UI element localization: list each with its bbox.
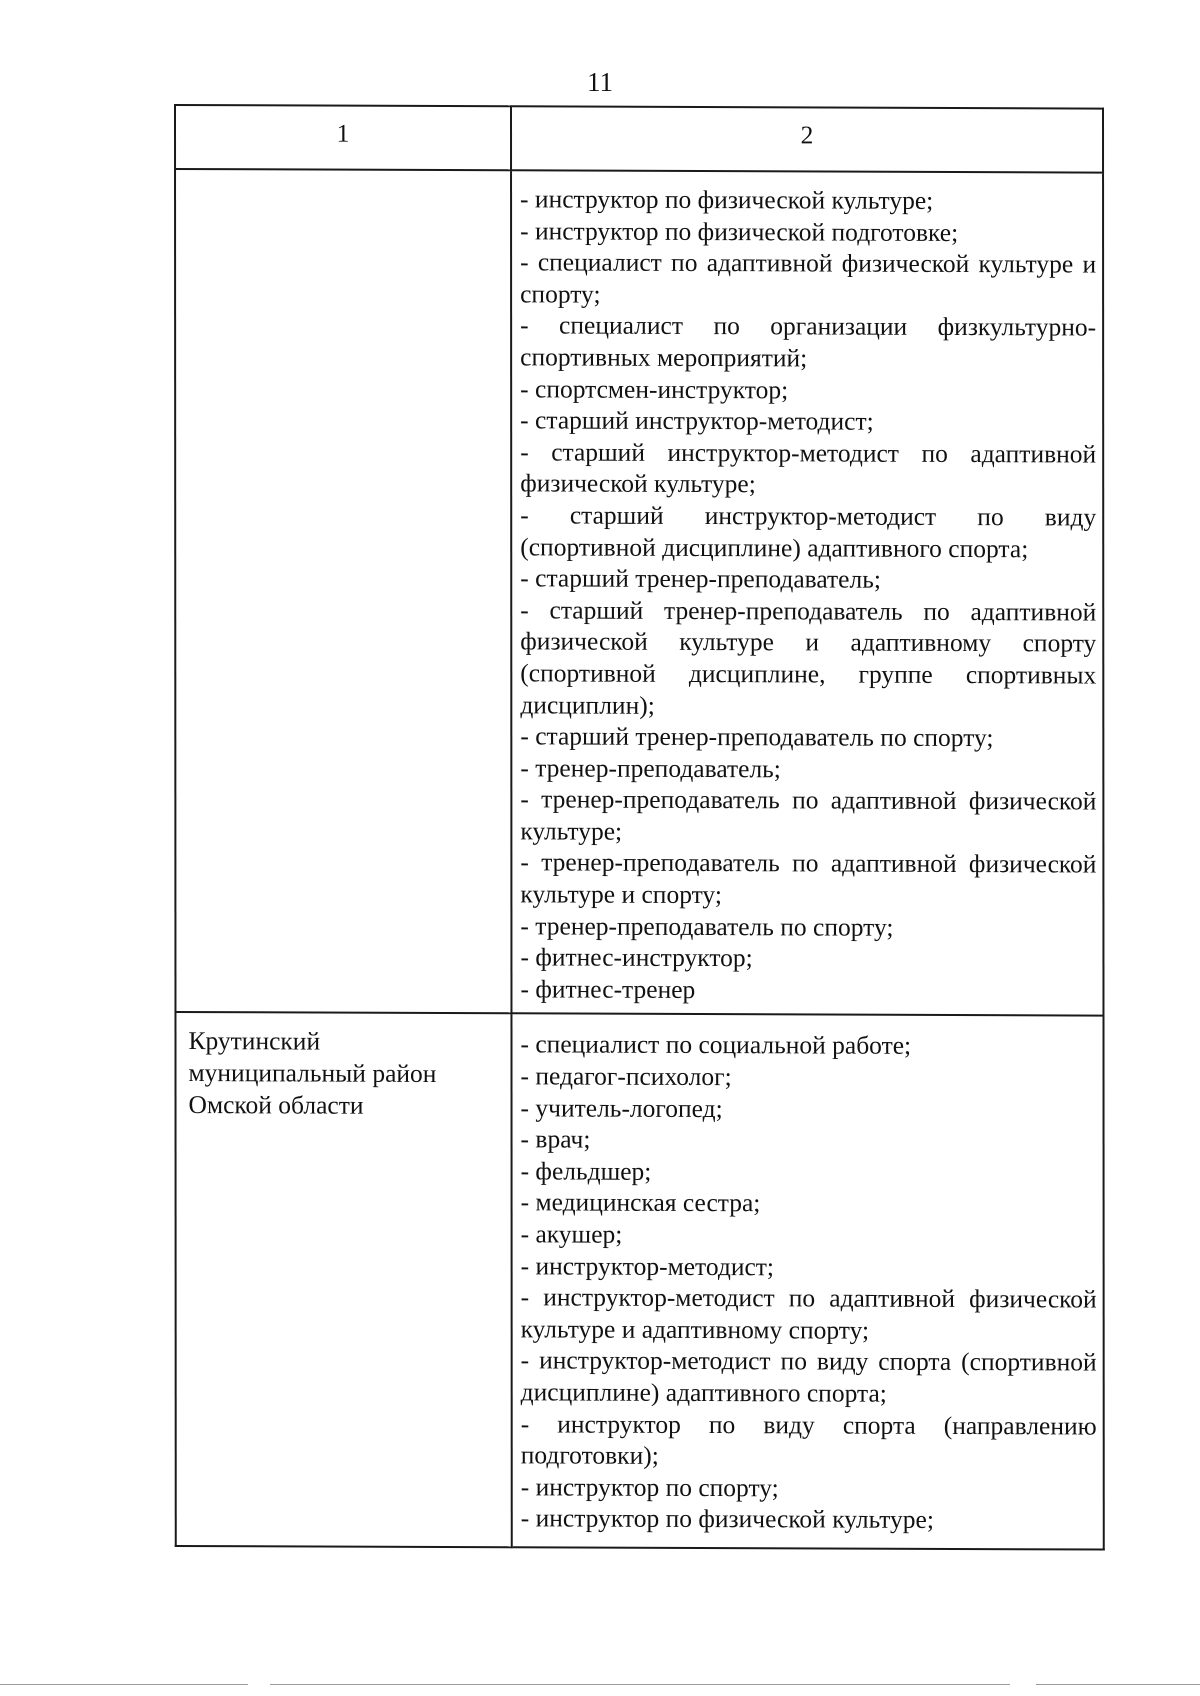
list-item: - инструктор по физической культуре; xyxy=(520,1503,934,1535)
list-item: - старший тренер-преподаватель; xyxy=(520,563,881,594)
positions-cell xyxy=(511,1014,1103,1550)
region-cell xyxy=(175,169,511,1014)
scan-edge-line xyxy=(1036,1684,1200,1685)
list-item: - фитнес-тренер xyxy=(520,974,696,1004)
positions-cell xyxy=(511,170,1103,1016)
list-item: - инструктор по спорту; xyxy=(520,1472,779,1503)
page-number: 11 xyxy=(587,67,613,97)
list-item: - инструктор-методист; xyxy=(520,1250,775,1281)
list-item: - спортсмен-инструктор; xyxy=(520,373,789,404)
scan-edge-line xyxy=(270,1684,1010,1685)
list-item: - инструктор-методист по виду спорта (спортивной дисциплине) адаптивного спорта; xyxy=(520,1345,1097,1408)
list-item: - тренер-преподаватель по адаптивной физической культуре и спорту; xyxy=(520,847,1097,910)
list-item: - старший инструктор-методист; xyxy=(520,405,874,436)
column-header-2-label: 2 xyxy=(800,120,814,150)
scan-edge-line xyxy=(0,1684,248,1685)
table-row xyxy=(175,169,1103,1016)
list-item: - старший тренер-преподаватель по спорту; xyxy=(520,721,994,753)
list-item: - тренер-преподаватель по адаптивной физической культуре; xyxy=(520,784,1097,846)
list-item: - инструктор-методист по адаптивной физической культуре и адаптивному спорту; xyxy=(520,1282,1097,1345)
list-item: - инструктор по виду спорта (направлению подготовки); xyxy=(520,1408,1097,1471)
column-header-1 xyxy=(175,105,511,170)
positions-table xyxy=(174,104,1105,1550)
list-item: - специалист по адаптивной физической культуре и спорту; xyxy=(520,247,1097,309)
list-item: - специалист по организации физкультурно-спортивных мероприятий; xyxy=(520,310,1097,373)
list-item: - акушер; xyxy=(520,1219,623,1249)
column-header-1-label: 1 xyxy=(336,118,350,148)
list-item: - педагог-психолог; xyxy=(520,1061,732,1092)
list-item: - инструктор по физической подготовке; xyxy=(520,215,959,247)
column-header-2 xyxy=(511,106,1103,172)
table-row xyxy=(175,1012,1103,1549)
list-item: - старший тренер-преподаватель по адаптивной физической культуре и адаптивному спорту (спортивной дисциплине, группе спортивных дисциплин); xyxy=(520,595,1097,720)
list-item: - тренер-преподаватель; xyxy=(520,753,781,784)
list-item: - старший инструктор-методист по виду (спортивной дисциплине) адаптивного спорта; xyxy=(520,500,1097,563)
region-cell: Крутинский муниципальный район Омской области xyxy=(175,1012,511,1547)
table-header-row xyxy=(175,105,1103,173)
list-item: - специалист по социальной работе; xyxy=(520,1029,912,1061)
list-item: - медицинская сестра; xyxy=(520,1187,761,1218)
list-item: - фитнес-инструктор; xyxy=(520,942,753,973)
list-item: - инструктор по физической культуре; xyxy=(520,184,934,215)
list-item: - старший инструктор-методист по адаптивной физической культуре; xyxy=(520,437,1097,499)
list-item: - врач; xyxy=(520,1124,591,1154)
list-item: - тренер-преподаватель по спорту; xyxy=(520,910,894,942)
list-item: - фельдшер; xyxy=(520,1156,652,1186)
list-item: - учитель-логопед; xyxy=(520,1092,723,1123)
